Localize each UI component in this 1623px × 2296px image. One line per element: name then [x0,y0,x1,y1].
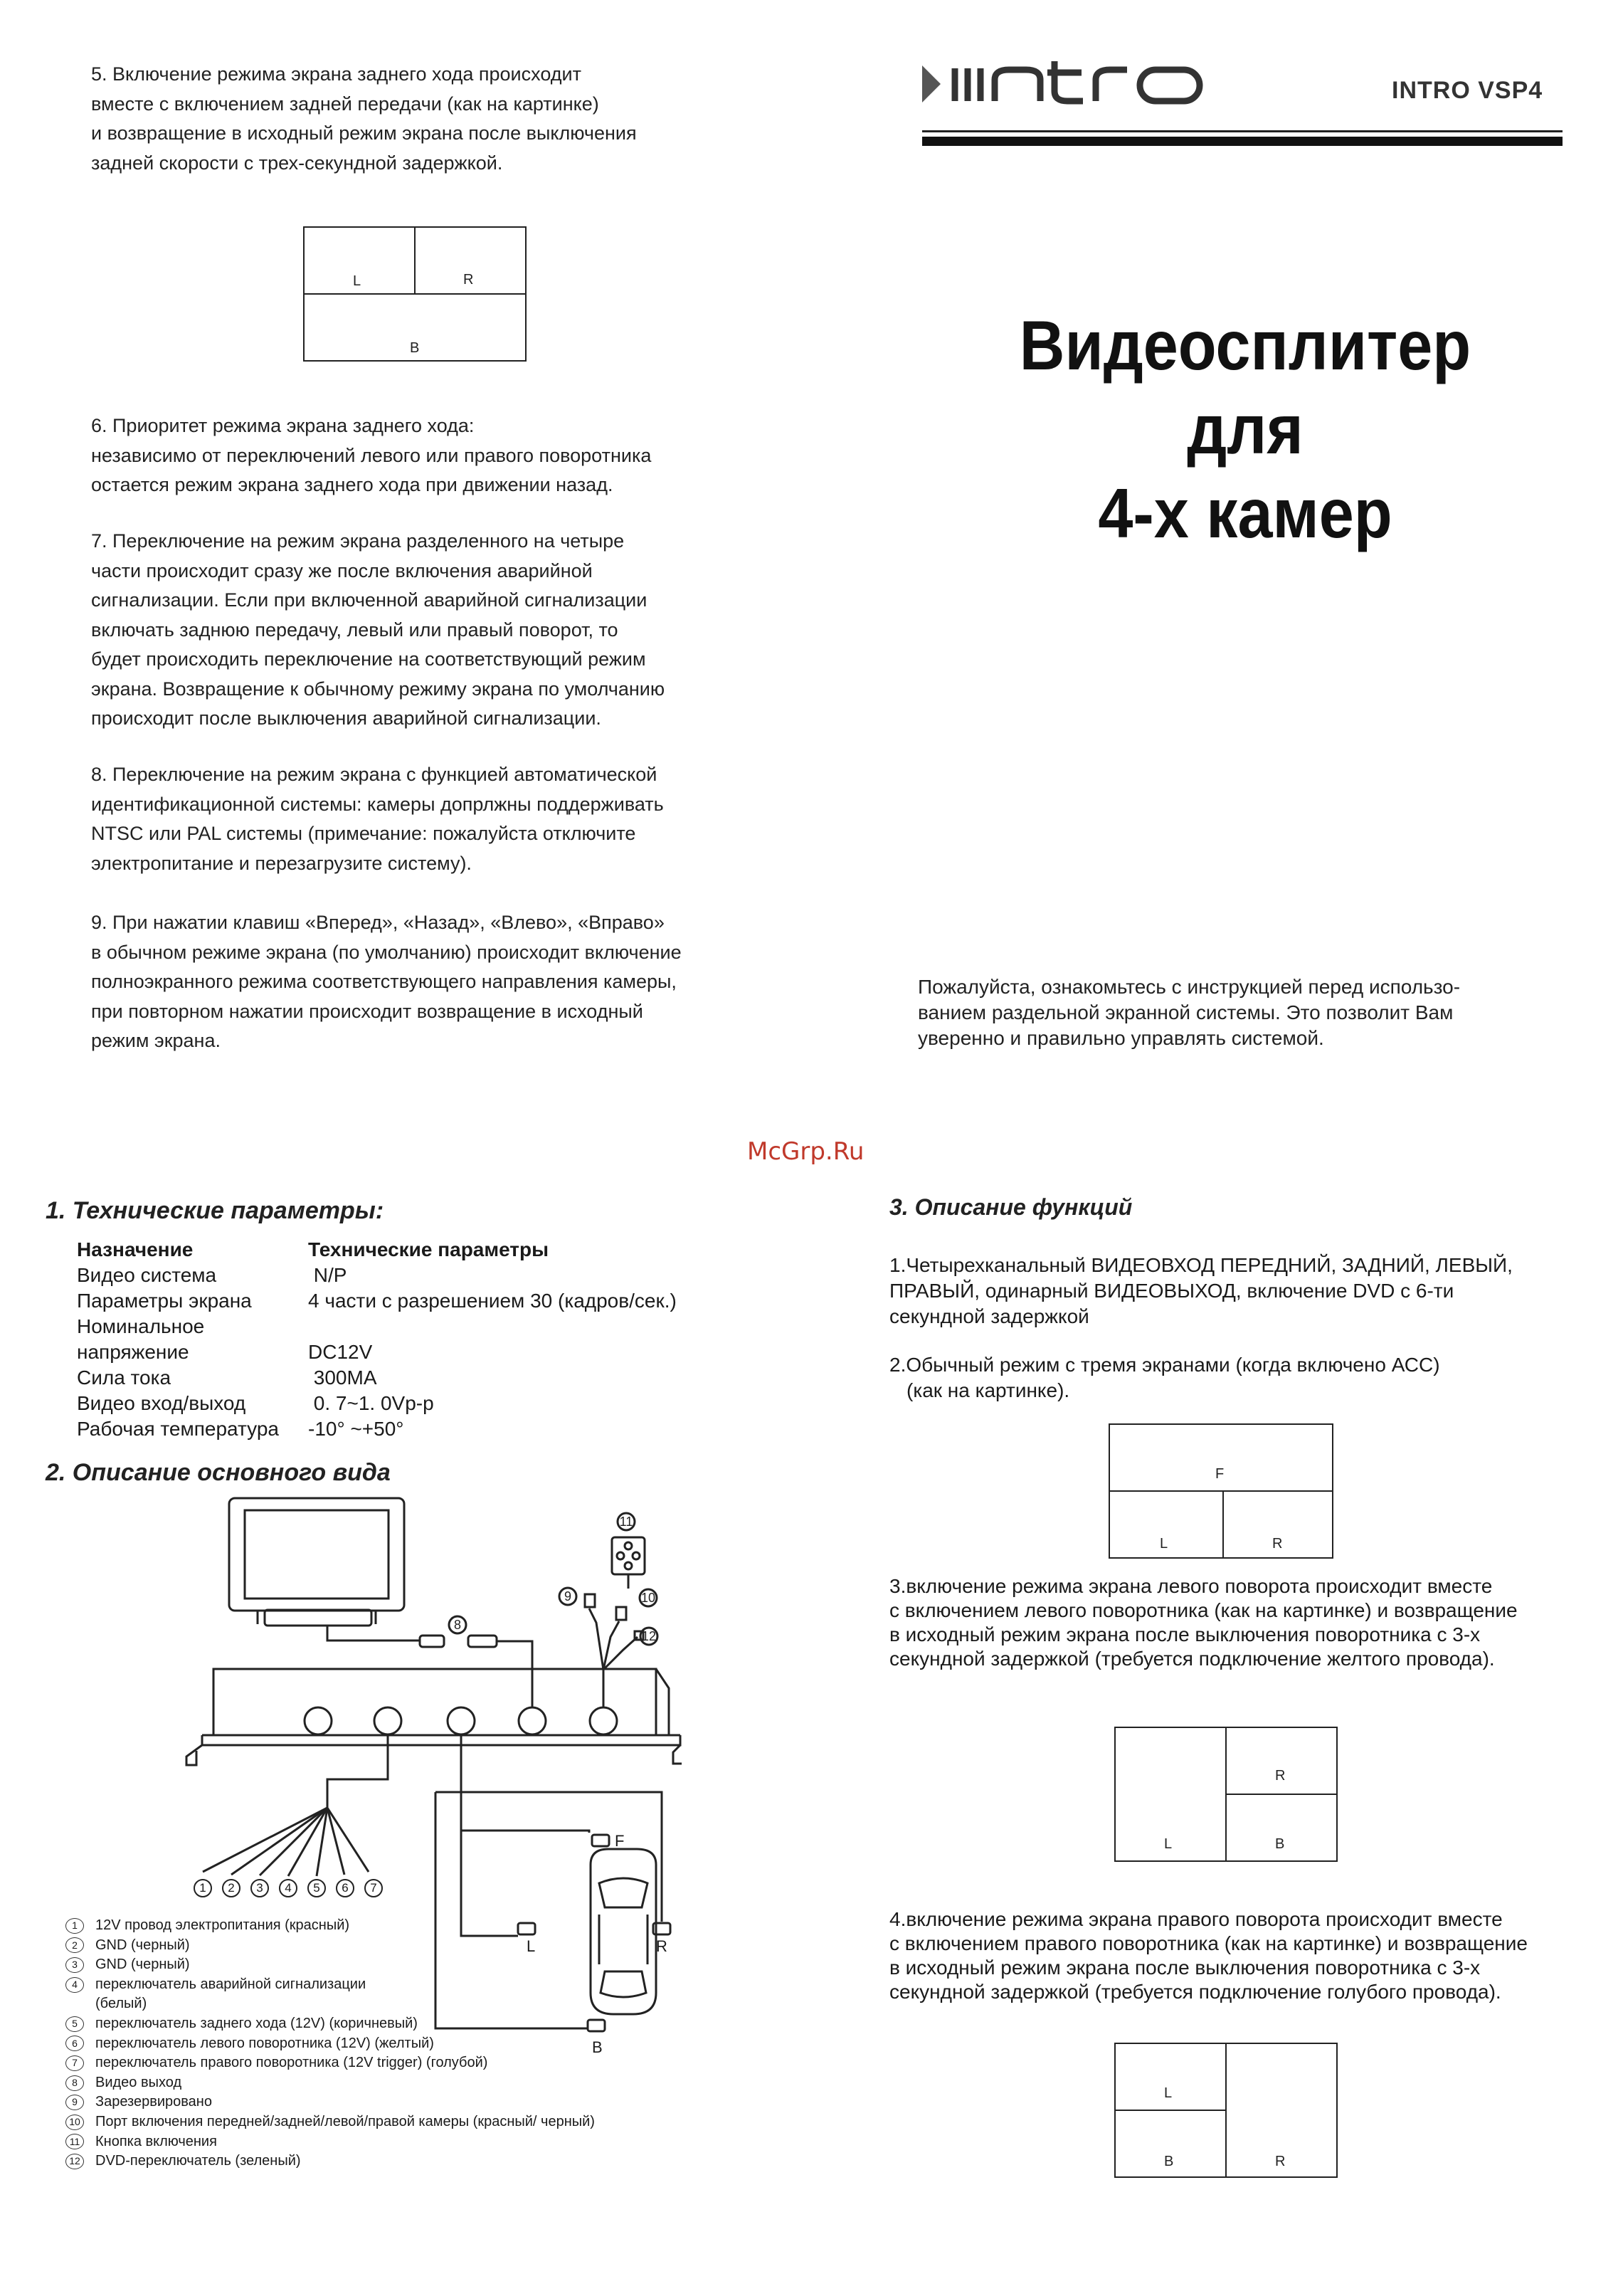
specs-heading: 1. Технические параметры: [46,1197,384,1224]
screen-label-l: L [1164,1836,1173,1852]
legend-item [65,1994,848,2014]
svg-text:8: 8 [453,1618,462,1632]
legend-number [65,1996,84,2012]
watermark: McGrp.Ru [747,1137,865,1166]
port-icon [448,1707,475,1734]
title-line-1: Видеосплитер [1019,306,1471,384]
svg-text:9: 9 [564,1589,572,1603]
legend-item [65,2014,848,2034]
svg-text:11: 11 [619,1515,633,1529]
legend-number: 2 [65,1937,84,1953]
legend-text: DVD-переключатель (зеленый) [95,2153,301,2169]
p7-line: будет происходить переключение на соответствующий режим [91,648,646,670]
camera-label-left: L [527,1937,536,1955]
f3-line: секундной задержкой (требуется подключение желтого провода). [889,1648,1495,1670]
legend-text: (белый) [95,1996,147,2012]
spec-value: N/P [308,1264,347,1286]
splitter-box [213,1669,669,1735]
spec-key: Номинальное [77,1315,205,1337]
legend-text: GND (черный) [95,1937,190,1953]
p8-line: NTSC или PAL системы (примечание: пожалуйста отключите [91,823,636,844]
spec-key: Рабочая температура [77,1418,279,1440]
legend-item [65,2112,848,2132]
f4-line: секундной задержкой (требуется подключение голубого провода). [889,1981,1501,2003]
legend-number: 9 [65,2095,84,2110]
legend-number: 6 [65,2036,84,2051]
p5-line: 5. Включение режима экрана заднего хода происходит [91,63,581,85]
f1-line: 1.Четырехканальный ВИДЕОВХОД ПЕРЕДНИЙ, ЗАДНИЙ, ЛЕВЫЙ, [889,1254,1513,1276]
specs-header-row [77,1237,788,1263]
spec-key: напряжение [77,1341,189,1363]
port-icon [519,1707,546,1734]
header-rule-thin [922,130,1563,132]
spec-key: Видео вход/выход [77,1392,246,1414]
legend-text: 12V провод электропитания (красный) [95,1917,350,1933]
specs-table [77,1237,788,1442]
camera-label-front: F [615,1832,625,1850]
p8-line: идентификационной системы: камеры допрлжны поддерживать [91,793,664,815]
screen-label-b: B [1275,1836,1285,1852]
title-line-2: для [1187,390,1304,468]
legend-text: переключатель левого поворотника (12V) (желтый) [95,2035,434,2051]
camera-label-back: B [592,2038,603,2056]
p8-line: электропитание и перезагрузите систему). [91,852,472,874]
legend-item [65,2073,848,2093]
p5-line: вместе с включением задней передачи (как на картинке) [91,93,599,115]
p9-line: полноэкранного режима соответствующего направления камеры, [91,971,677,992]
f2-line: (как на картинке). [906,1379,1070,1401]
spec-value: -10° ~+50° [308,1418,404,1440]
legend-item [65,2053,848,2073]
paragraph-9 [91,908,838,1056]
f1-line: секундной задержкой [889,1305,1089,1327]
spec-key: Сила тока [77,1366,171,1389]
legend-number: 5 [65,2016,84,2032]
paragraph-7 [91,527,838,734]
function-2 [889,1352,1601,1404]
legend-number: 3 [65,1957,84,1973]
spec-row [77,1263,788,1288]
spec-row [77,1339,788,1365]
legend-text: Кнопка включения [95,2133,217,2149]
screen-label-r: R [1275,1768,1286,1784]
legend-item [65,2152,848,2171]
f3-line: в исходный режим экрана после выключения поворотника с 3-х [889,1623,1481,1645]
legend-number: 12 [65,2154,84,2169]
screen-label-l: L [1160,1536,1168,1552]
specs-col1-header: Назначение [77,1238,194,1260]
functions-heading: 3. Описание функций [889,1194,1133,1220]
legend-text: переключатель заднего хода (12V) (коричневый) [95,2015,418,2031]
spec-row [77,1416,788,1442]
spec-row [77,1365,788,1391]
document-title [957,303,1533,555]
legend-item [65,2034,848,2054]
screen-label-b: B [1164,2154,1174,2169]
wire-number: 7 [364,1879,383,1897]
legend-number: 8 [65,2075,84,2091]
p8-line: 8. Переключение на режим экрана с функцией автоматической [91,764,657,785]
f2-line: 2.Обычный режим с тремя экранами (когда включено АСС) [889,1354,1440,1376]
legend-item [65,2132,848,2152]
p7-line: включать заднюю передачу, левый или правый поворот, то [91,618,618,641]
svg-text:12: 12 [641,1629,657,1643]
spec-row [77,1288,788,1314]
header-rule-thick [922,137,1563,146]
paragraph-5 [91,60,803,178]
p7-line: экрана. Возвращение к обычному режиму экрана по умолчанию [91,678,665,700]
intro-note-line: Пожалуйста, ознакомьтесь с инструкцией перед использо- [918,976,1461,998]
function-4 [889,1907,1601,2004]
p6-line: остается режим экрана заднего хода при движении назад. [91,474,613,495]
legend-number: 1 [65,1918,84,1934]
function-3 [889,1574,1601,1671]
f3-line: 3.включение режима экрана левого поворота происходит вместе [889,1575,1493,1597]
logo-text: INTRO [1245,0,1248,1]
legend-number: 7 [65,2055,84,2071]
specs-col2-header: Технические параметры [308,1238,549,1260]
port-icon [374,1707,401,1734]
camera-icon [592,1835,609,1846]
screen-label-r: R [1275,2154,1286,2169]
wire-numbers [194,1879,383,1897]
spec-value: 300MA [308,1366,377,1389]
wire-number: 1 [194,1879,212,1897]
spec-key: Параметры экрана [77,1290,252,1312]
camera-label-right: R [656,1937,667,1955]
legend-text: Видео выход [95,2074,182,2090]
spec-row [77,1314,788,1339]
legend-number: 10 [65,2115,84,2130]
model-name: INTRO VSP4 [1392,77,1543,104]
screen-label-b: B [410,340,420,356]
wire-number: 3 [250,1879,269,1897]
legend-item [65,1955,848,1975]
wire-number: 4 [279,1879,297,1897]
intro-note-line: уверенно и правильно управлять системой. [918,1027,1324,1049]
screen-label-f: F [1215,1466,1225,1482]
p7-line: части происходит сразу же после включения аварийной [91,559,593,581]
p5-line: и возвращение в исходный режим экрана после выключения [91,122,637,144]
spec-value: 0. 7~1. 0Vp-p [308,1392,434,1414]
main-view-heading: 2. Описание основного вида [46,1459,391,1486]
legend-text: переключатель аварийной сигнализации [95,1976,366,1992]
wire-number: 5 [307,1879,326,1897]
p7-line: происходит после выключения аварийной сигнализации. [91,707,601,729]
svg-text:10: 10 [640,1591,656,1605]
function-1 [889,1253,1601,1329]
p5-line: задней скорости с трех-секундной задержкой. [91,152,503,174]
p9-line: режим экрана. [91,1030,221,1051]
legend-item [65,1975,848,1995]
title-line-3: 4-х камер [1098,474,1392,552]
p7-line: сигнализации. Если при включенной аварийной сигнализации [91,589,647,611]
paragraph-8 [91,760,838,878]
wire-number: 2 [222,1879,240,1897]
wire-number: 6 [336,1879,354,1897]
p7-line: 7. Переключение на режим экрана разделенного на четыре [91,530,625,552]
f4-line: в исходный режим экрана после выключения поворотника с 3-х [889,1957,1481,1979]
paragraph-6 [91,411,838,500]
legend-number: 11 [65,2134,84,2149]
p6-line: независимо от переключений левого или правого поворотника [91,444,652,466]
p6-line: 6. Приоритет режима экрана заднего хода: [91,415,475,436]
legend-item [65,1936,848,1956]
p9-line: в обычном режиме экрана (по умолчанию) происходит включение [91,941,682,963]
legend-text: Зарезервировано [95,2094,212,2110]
legend-text: Порт включения передней/задней/левой/правой камеры (красный/ черный) [95,2113,595,2129]
screen-label-r: R [1272,1536,1283,1552]
legend-item [65,1916,848,1936]
monitor-icon [229,1498,404,1611]
spec-value: DC12V [308,1341,373,1363]
spec-row [77,1391,788,1416]
spec-value: 4 части с разрешением 30 (кадров/сек.) [308,1290,677,1312]
legend-list [65,1916,848,2171]
port-icon [590,1707,617,1734]
spec-key: Видео система [77,1264,217,1286]
legend-text: GND (черный) [95,1957,190,1973]
intro-logo [922,60,1207,110]
f1-line: ПРАВЫЙ, одинарный ВИДЕОВЫХОД, включение DVD с 6-ти [889,1280,1454,1302]
legend-item [65,2092,848,2112]
p9-line: при повторном нажатии происходит возвращение в исходный [91,1000,643,1022]
f4-line: с включением правого поворотника (как на картинке) и возвращение [889,1932,1528,1954]
f3-line: с включением левого поворотника (как на картинке) и возвращение [889,1599,1518,1621]
screen-label-r: R [463,272,474,288]
intro-note [918,974,1558,1051]
intro-note-line: ванием раздельной экранной системы. Это позволит Вам [918,1001,1454,1023]
p9-line: 9. При нажатии клавиш «Вперед», «Назад», «Влево», «Вправо» [91,912,665,933]
screen-label-l: L [1164,2085,1173,2101]
port-icon [305,1707,332,1734]
legend-text: переключатель правого поворотника (12V trigger) (голубой) [95,2055,488,2071]
f4-line: 4.включение режима экрана правого поворота происходит вместе [889,1908,1503,1930]
screen-label-l: L [353,273,361,289]
legend-number: 4 [65,1977,84,1993]
